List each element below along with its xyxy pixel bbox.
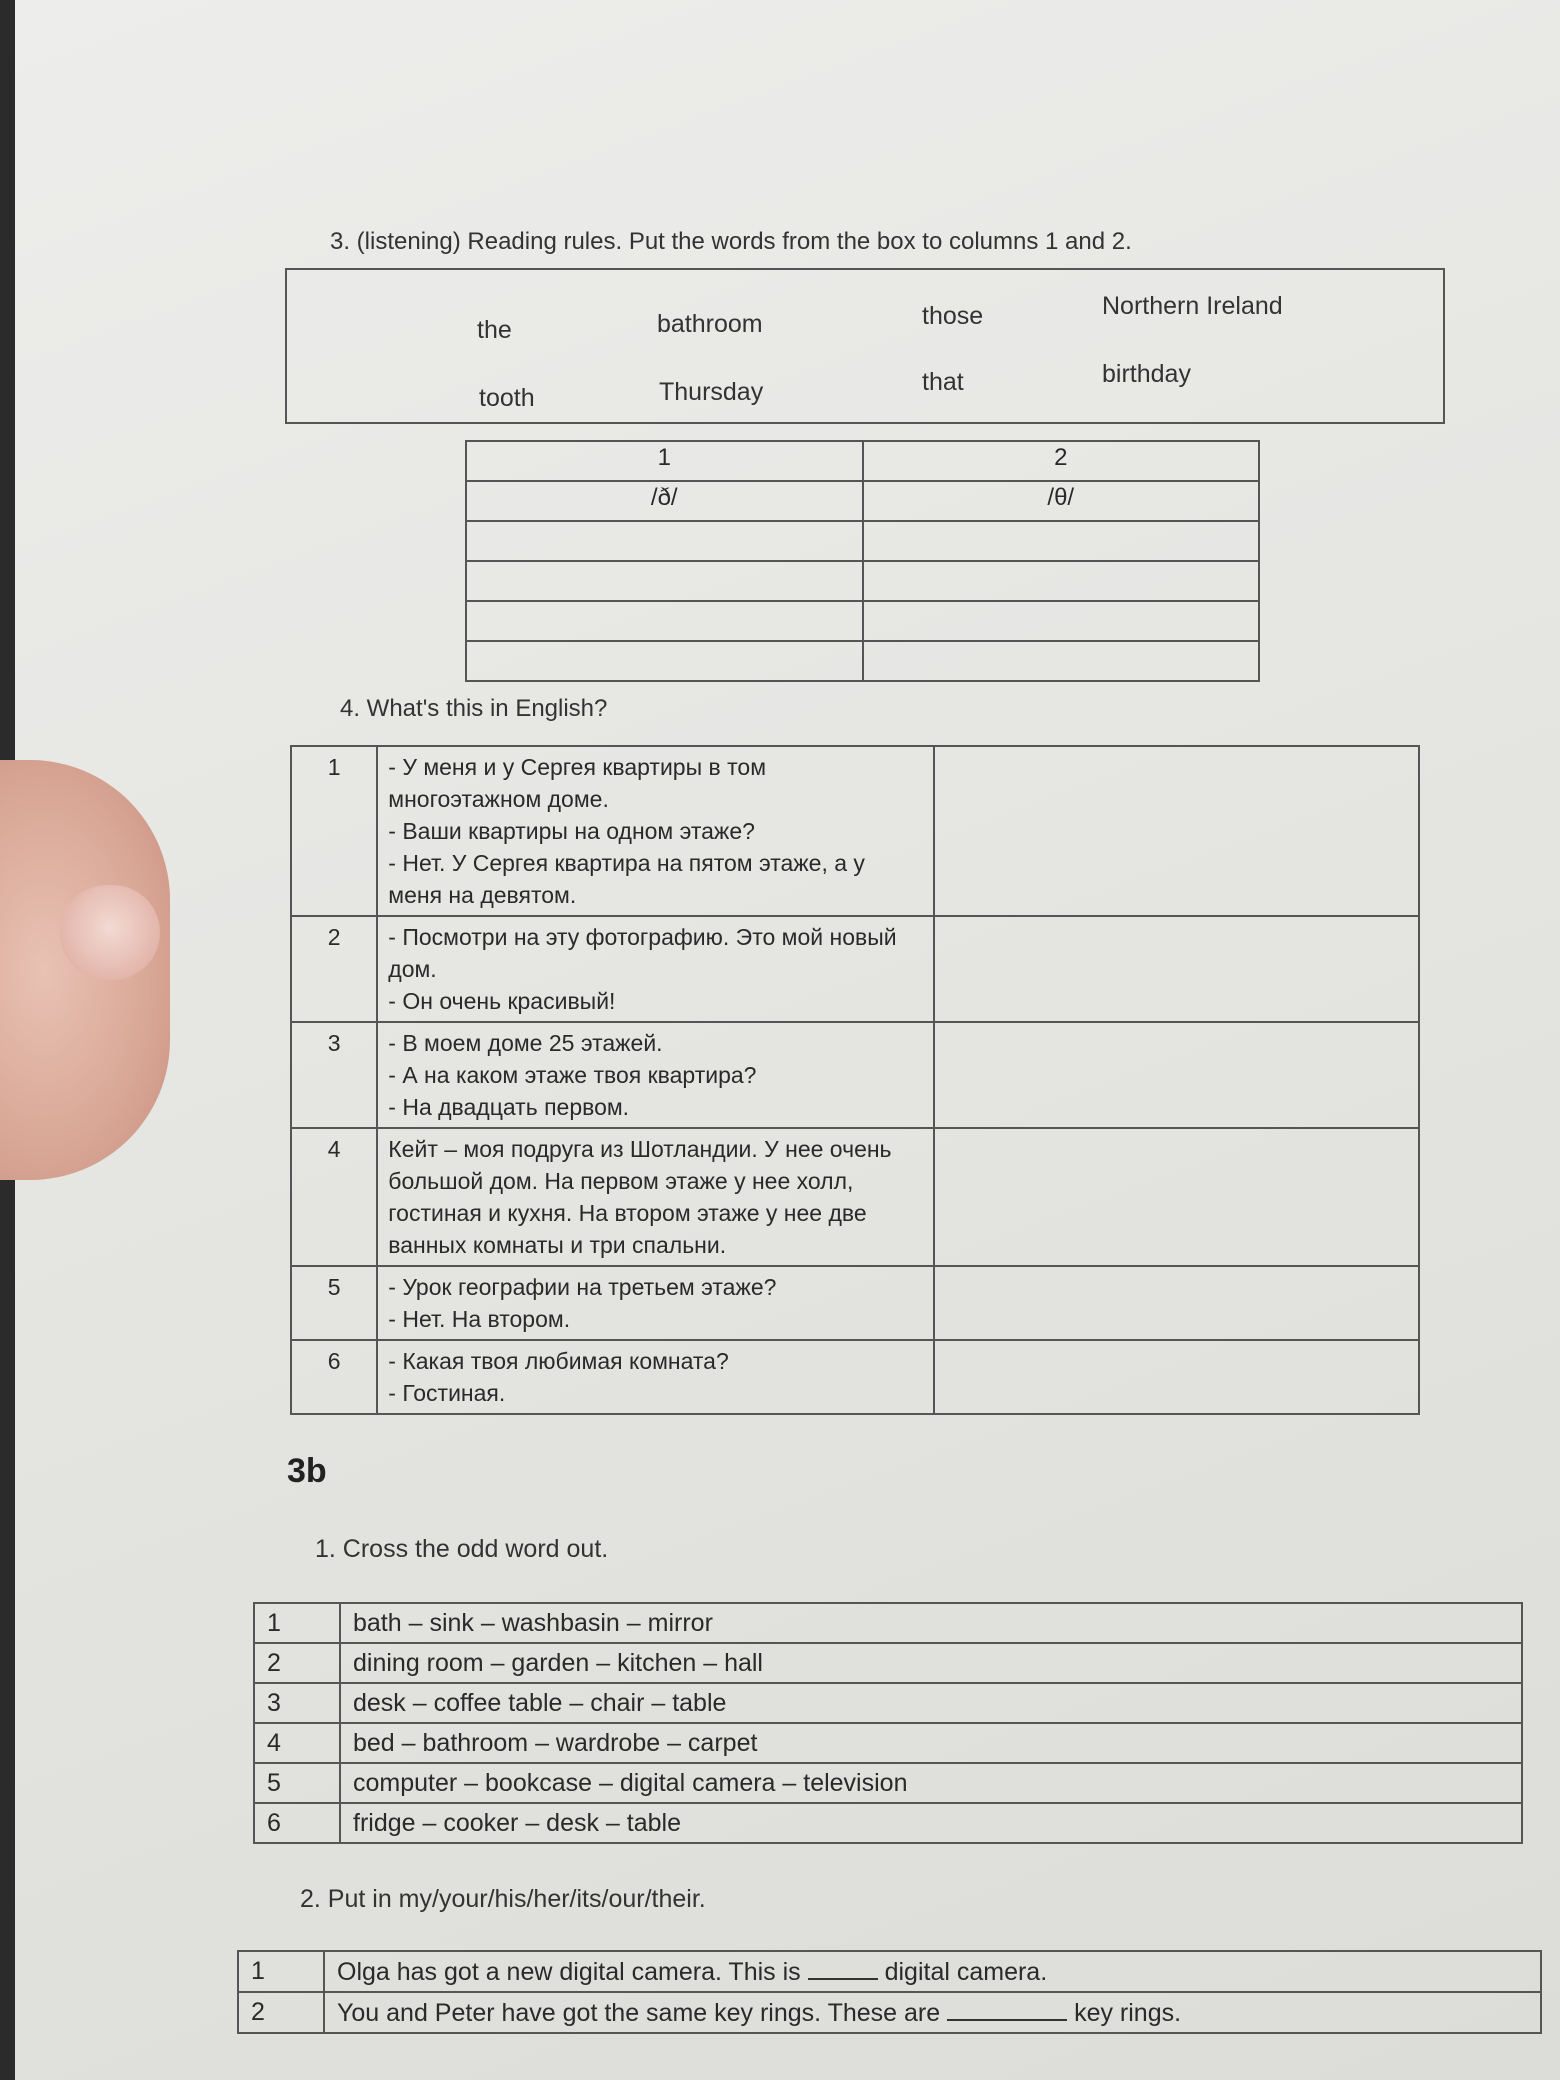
answer-cell[interactable] xyxy=(934,746,1419,916)
word-item: bathroom xyxy=(657,310,763,338)
row-number: 4 xyxy=(291,1128,377,1266)
row-number: 1 xyxy=(291,746,377,916)
possessive-table xyxy=(237,1950,1542,2034)
word-item: birthday xyxy=(1102,360,1191,388)
word-list[interactable]: bath – sink – washbasin – mirror xyxy=(340,1603,1522,1643)
word-item: that xyxy=(922,368,964,396)
answer-cell[interactable] xyxy=(863,561,1260,601)
answer-cell[interactable] xyxy=(466,561,863,601)
row-number: 1 xyxy=(238,1951,324,1992)
russian-text: - В моем доме 25 этажей. - А на каком этаже твоя квартира? - На двадцать первом. xyxy=(377,1022,934,1128)
table-row xyxy=(254,1683,1522,1723)
word-item: Thursday xyxy=(659,378,764,406)
table-row xyxy=(254,1803,1522,1843)
table-row xyxy=(291,1022,1419,1128)
row-number: 1 xyxy=(254,1603,340,1643)
table-row xyxy=(254,1723,1522,1763)
section-heading-3b: 3b xyxy=(287,1452,327,1490)
column-header-2: 2 xyxy=(863,441,1260,481)
table-row xyxy=(254,1763,1522,1803)
russian-text: - Какая твоя любимая комната? - Гостиная. xyxy=(377,1340,934,1414)
word-list[interactable]: bed – bathroom – wardrobe – carpet xyxy=(340,1723,1522,1763)
task4-title: 4. What's this in English? xyxy=(340,695,608,722)
row-number: 6 xyxy=(291,1340,377,1414)
word-box xyxy=(285,268,1445,424)
word-list[interactable]: computer – bookcase – digital camera – television xyxy=(340,1763,1522,1803)
russian-text: - У меня и у Сергея квартиры в том многоэтажном доме. - Ваши квартиры на одном этаже? - Нет. У Сергея квартира на пятом этаже, а у меня на девятом. xyxy=(377,746,934,916)
thumbnail xyxy=(60,885,160,980)
column-sound-2: /θ/ xyxy=(863,481,1260,521)
row-number: 4 xyxy=(254,1723,340,1763)
row-number: 3 xyxy=(291,1022,377,1128)
answer-cell[interactable] xyxy=(466,641,863,681)
answer-cell[interactable] xyxy=(934,1022,1419,1128)
column-header-1: 1 xyxy=(466,441,863,481)
word-item: Northern Ireland xyxy=(1102,292,1283,320)
table-row xyxy=(291,1340,1419,1414)
russian-text: - Урок географии на третьем этаже? - Нет. На втором. xyxy=(377,1266,934,1340)
answer-cell[interactable] xyxy=(863,521,1260,561)
table-row xyxy=(254,1643,1522,1683)
russian-text: - Посмотри на эту фотографию. Это мой новый дом. - Он очень красивый! xyxy=(377,916,934,1022)
answer-cell[interactable] xyxy=(863,641,1260,681)
word-list[interactable]: dining room – garden – kitchen – hall xyxy=(340,1643,1522,1683)
word-item: the xyxy=(477,316,512,344)
column-sound-1: /ð/ xyxy=(466,481,863,521)
translation-table xyxy=(290,745,1420,1415)
sentence: You and Peter have got the same key rings. These are key rings. xyxy=(324,1992,1541,2033)
task-3b2-title: 2. Put in my/your/his/her/its/our/their. xyxy=(300,1885,706,1913)
table-row xyxy=(291,1128,1419,1266)
word-list[interactable]: desk – coffee table – chair – table xyxy=(340,1683,1522,1723)
answer-cell[interactable] xyxy=(863,601,1260,641)
blank-field[interactable] xyxy=(947,1997,1067,2021)
answer-cell[interactable] xyxy=(934,1128,1419,1266)
row-number: 5 xyxy=(254,1763,340,1803)
row-number: 5 xyxy=(291,1266,377,1340)
row-number: 2 xyxy=(254,1643,340,1683)
russian-text: Кейт – моя подруга из Шотландии. У нее очень большой дом. На первом этаже у нее холл, гостиная и кухня. На втором этаже у нее две ванных комнаты и три спальни. xyxy=(377,1128,934,1266)
table-row xyxy=(238,1951,1541,1992)
row-number: 2 xyxy=(291,916,377,1022)
sound-columns-table xyxy=(465,440,1260,682)
word-list[interactable]: fridge – cooker – desk – table xyxy=(340,1803,1522,1843)
task-3b1-title: 1. Cross the odd word out. xyxy=(315,1535,609,1563)
task3-title: 3. (listening) Reading rules. Put the words from the box to columns 1 and 2. xyxy=(330,228,1132,255)
table-row xyxy=(291,746,1419,916)
table-row xyxy=(291,1266,1419,1340)
worksheet-page xyxy=(15,0,1560,2080)
answer-cell[interactable] xyxy=(934,1266,1419,1340)
answer-cell[interactable] xyxy=(934,916,1419,1022)
word-item: those xyxy=(922,302,984,330)
word-item: tooth xyxy=(479,384,535,412)
answer-cell[interactable] xyxy=(934,1340,1419,1414)
table-row xyxy=(291,916,1419,1022)
row-number: 3 xyxy=(254,1683,340,1723)
table-row xyxy=(254,1603,1522,1643)
answer-cell[interactable] xyxy=(466,601,863,641)
table-row xyxy=(238,1992,1541,2033)
sentence: Olga has got a new digital camera. This is digital camera. xyxy=(324,1951,1541,1992)
row-number: 6 xyxy=(254,1803,340,1843)
odd-word-table xyxy=(253,1602,1523,1844)
answer-cell[interactable] xyxy=(466,521,863,561)
row-number: 2 xyxy=(238,1992,324,2033)
blank-field[interactable] xyxy=(808,1956,878,1980)
